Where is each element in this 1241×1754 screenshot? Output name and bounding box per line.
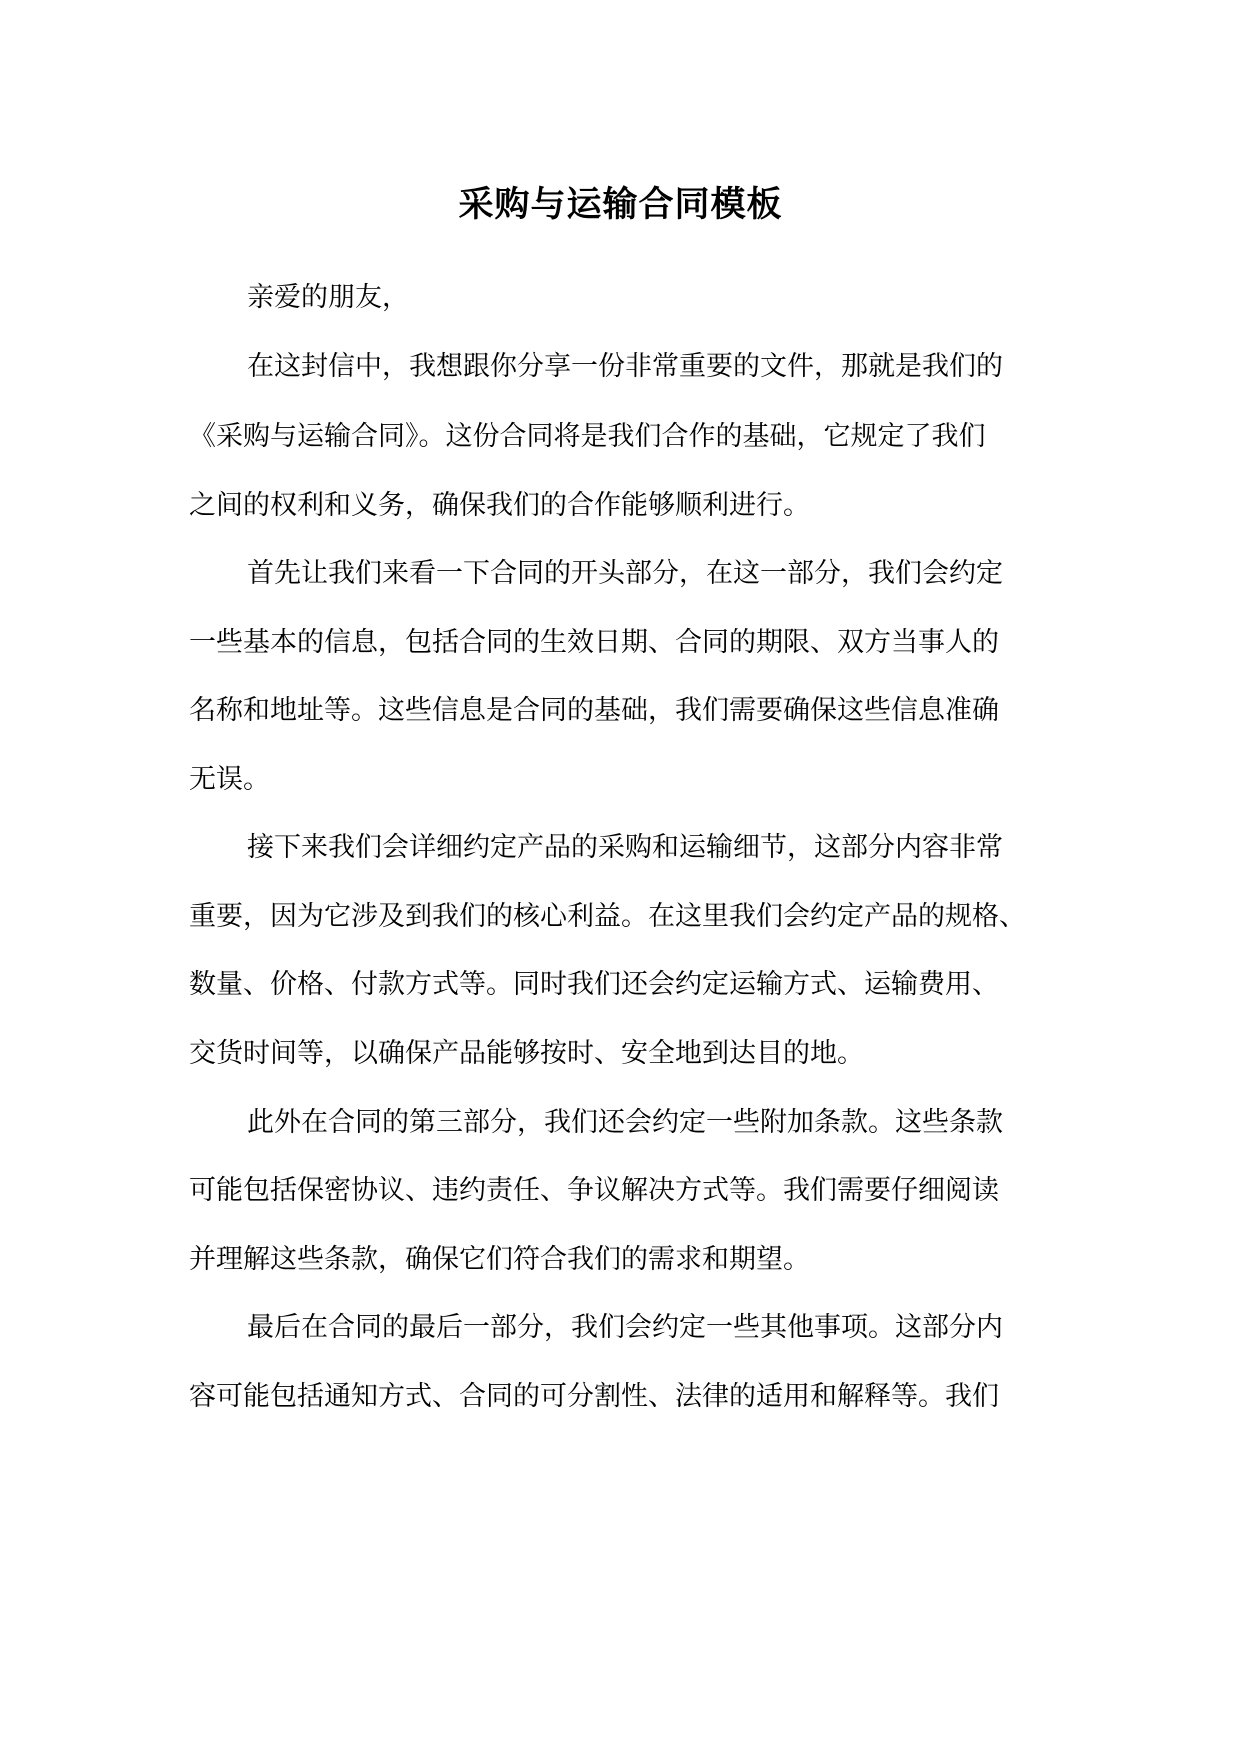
paragraph-2-line-4: 无误。 [189, 764, 270, 795]
paragraph-5-line-1: 最后在合同的最后一部分，我们会约定一些其他事项。这部分内 [247, 1312, 1003, 1343]
paragraph-1-line-1: 在这封信中，我想跟你分享一份非常重要的文件，那就是我们的 [247, 351, 1003, 382]
document-title: 采购与运输合同模板 [458, 184, 783, 225]
paragraph-5-line-2: 容可能包括通知方式、合同的可分割性、法律的适用和解释等。我们 [189, 1381, 999, 1412]
greeting-line: 亲爱的朋友， [247, 282, 409, 313]
paragraph-3-line-3: 数量、价格、付款方式等。同时我们还会约定运输方式、运输费用、 [189, 969, 999, 1000]
paragraph-2-line-1: 首先让我们来看一下合同的开头部分，在这一部分，我们会约定 [247, 558, 1003, 589]
paragraph-3-line-2: 重要，因为它涉及到我们的核心利益。在这里我们会约定产品的规格、 [189, 901, 1026, 932]
paragraph-1-line-3: 之间的权利和义务，确保我们的合作能够顺利进行。 [189, 490, 810, 521]
paragraph-3-line-4: 交货时间等，以确保产品能够按时、安全地到达目的地。 [189, 1038, 864, 1069]
paragraph-4-line-3: 并理解这些条款，确保它们符合我们的需求和期望。 [189, 1244, 810, 1275]
paragraph-2-line-3: 名称和地址等。这些信息是合同的基础，我们需要确保这些信息准确 [189, 695, 999, 726]
paragraph-4-line-1: 此外在合同的第三部分，我们还会约定一些附加条款。这些条款 [247, 1107, 1003, 1138]
paragraph-2-line-2: 一些基本的信息，包括合同的生效日期、合同的期限、双方当事人的 [189, 627, 999, 658]
paragraph-3-line-1: 接下来我们会详细约定产品的采购和运输细节，这部分内容非常 [247, 832, 1003, 863]
paragraph-4-line-2: 可能包括保密协议、违约责任、争议解决方式等。我们需要仔细阅读 [189, 1175, 999, 1206]
paragraph-1-line-2: 《采购与运输合同》。这份合同将是我们合作的基础，它规定了我们 [189, 421, 986, 452]
